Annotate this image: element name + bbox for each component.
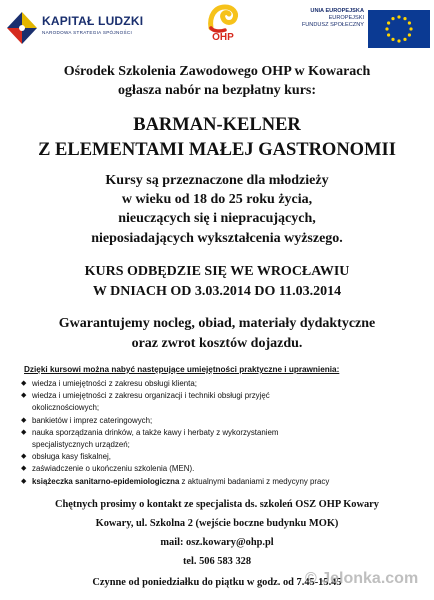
contact-line-1: Chętnych prosimy o kontakt ze specjalista ds. szkoleń OSZ OHP Kowary: [55, 499, 379, 510]
list-item: [20, 378, 420, 390]
ue-line3: FUNDUSZ SPOŁECZNY: [301, 22, 364, 29]
course-title-line-1: BARMAN-KELNER: [133, 115, 301, 135]
ue-line1: UNIA EUROPEJSKA: [310, 8, 364, 14]
skill-text: z aktualnymi badaniami z medycyny pracy: [179, 476, 330, 486]
contact-phone: tel. 506 583 328: [182, 556, 252, 567]
skill-text: wiedza i umiejętności z zakresu organizacji i techniki obsługi przyjęć: [32, 391, 270, 401]
ohp-emblem-icon: [203, 4, 243, 34]
skill-text: bankietów i imprez cateringowych;: [32, 415, 153, 425]
place-line-1: KURS ODBĘDZIE SIĘ WE WROCŁAWIU: [84, 264, 350, 279]
eu-flag-icon: [368, 10, 430, 48]
bullet-icon: ◆: [21, 392, 27, 400]
bullet-icon: ◆: [21, 465, 27, 473]
guarantee-line-2: oraz zwrot kosztów dojazdu.: [131, 336, 303, 351]
kapital-ludzki-logo: [5, 6, 155, 50]
bullet-icon: ◆: [21, 428, 27, 436]
bullet-icon: ◆: [21, 416, 27, 424]
bullet-icon: ◆: [21, 453, 27, 461]
skill-text-continued: specjalistycznych urządzeń;: [32, 440, 130, 450]
skill-text: obsługa kasy fiskalnej,: [32, 452, 111, 462]
description-line-2: w wieku od 18 do 25 roku życia,: [121, 192, 313, 207]
contact-line-2: Kowary, ul. Szkolna 2 (wejście boczne budynku MOK): [95, 518, 339, 529]
skills-list: [20, 378, 420, 488]
intro-line-2: ogłasza nabór na bezpłatny kurs:: [117, 83, 317, 98]
list-item: [20, 427, 420, 451]
kapital-ludzki-emblem-icon: [5, 6, 39, 50]
list-item: [20, 390, 420, 414]
list-item: [20, 463, 420, 475]
ue-line2: EUROPEJSKI: [328, 15, 364, 22]
bullet-icon: ◆: [21, 477, 27, 485]
intro-line-1: Ośrodek Szkolenia Zawodowego OHP w Kowarach: [63, 64, 371, 79]
skill-text-bold: książeczka sanitarno-epidemiologiczna: [32, 476, 180, 486]
description-line-4: nieposiadających wykształcenia wyższego.: [91, 231, 343, 246]
kapital-ludzki-subtitle: NARODOWA STRATEGIA SPÓJNOŚCI: [42, 30, 133, 35]
watermark: © Jelonka.com: [305, 570, 419, 587]
ohp-logo-text: OHP: [212, 32, 234, 43]
contact-hours: Czynne od poniedziałku do piątku w godz. od 7.45-15.45: [92, 577, 342, 588]
eu-stars-icon: [368, 10, 430, 48]
description-line-3: nieuczących się i niepracujących,: [118, 211, 316, 226]
ohp-logo: [203, 4, 243, 46]
list-item: [20, 415, 420, 427]
skill-text: wiedza i umiejętności z zakresu obsługi klienta;: [32, 379, 197, 388]
skill-text: zaświadczenie o ukończeniu szkolenia (MEN).: [32, 464, 195, 474]
list-item: [20, 476, 420, 488]
list-item: [20, 451, 420, 463]
course-title-line-2: Z ELEMENTAMI MAŁEJ GASTRONOMII: [38, 140, 396, 160]
skill-text-continued: okolicznościowych;: [32, 403, 100, 413]
header-logos: [0, 0, 434, 58]
ue-logo-text: [286, 8, 364, 30]
description-line-1: Kursy są przeznaczone dla młodzieży: [105, 173, 329, 188]
contact-email: mail: osz.kowary@ohp.pl: [160, 537, 274, 548]
guarantee-line-1: Gwarantujemy nocleg, obiad, materiały dydaktyczne: [58, 316, 376, 331]
place-line-2: W DNIACH OD 3.03.2014 DO 11.03.2014: [92, 284, 342, 299]
kapital-ludzki-title: KAPITAŁ LUDZKI: [42, 14, 144, 28]
skill-text: nauka sporządzania drinków, a także kawy i herbaty z wykorzystaniem: [32, 427, 279, 437]
bullet-icon: ◆: [21, 380, 27, 387]
skills-heading: Dzięki kursowi można nabyć następujące umiejętności praktyczne i uprawnienia:: [24, 365, 340, 374]
